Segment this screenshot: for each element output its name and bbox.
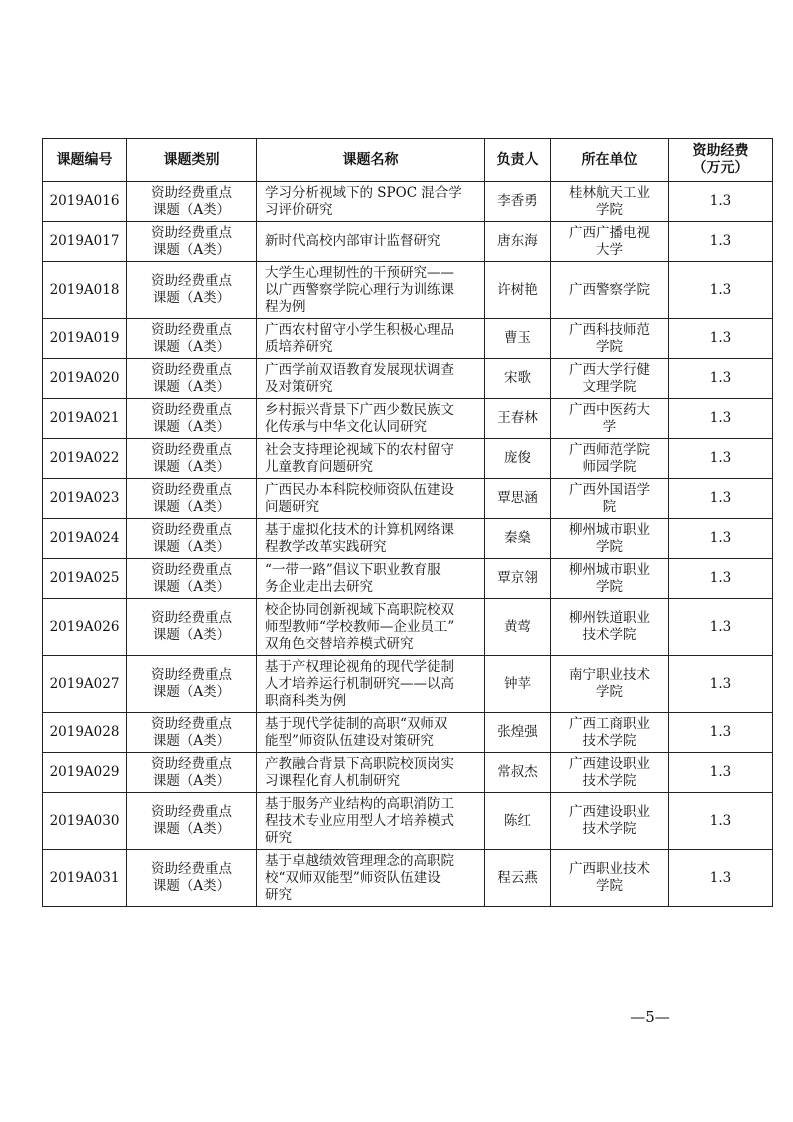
cell-name: 基于服务产业结构的高职消防工 程技术专业应用型人才培养模式 研究 [257, 793, 485, 850]
cell-name: 社会支持理论视域下的农村留守 儿童教育问题研究 [257, 439, 485, 479]
table-row [43, 559, 773, 599]
cell-name: 学习分析视域下的 SPOC 混合学 习评价研究 [257, 182, 485, 222]
header-code: 课题编号 [43, 139, 127, 182]
cell-unit: 广西工商职业 技术学院 [551, 713, 669, 753]
cell-funding: 1.3 [669, 262, 773, 319]
table-row [43, 359, 773, 399]
cell-unit: 南宁职业技术 学院 [551, 656, 669, 713]
cell-category: 资助经费重点 课题（A类） [127, 656, 257, 713]
cell-unit: 广西大学行健 文理学院 [551, 359, 669, 399]
cell-leader: 宋歌 [485, 359, 551, 399]
cell-code: 2019A018 [43, 262, 127, 319]
cell-funding: 1.3 [669, 793, 773, 850]
cell-category: 资助经费重点 课题（A类） [127, 262, 257, 319]
cell-leader: 张煌强 [485, 713, 551, 753]
cell-code: 2019A021 [43, 399, 127, 439]
cell-code: 2019A022 [43, 439, 127, 479]
cell-code: 2019A024 [43, 519, 127, 559]
cell-category: 资助经费重点 课题（A类） [127, 559, 257, 599]
cell-funding: 1.3 [669, 850, 773, 907]
cell-leader: 常叔杰 [485, 753, 551, 793]
table-row [43, 399, 773, 439]
table-row [43, 479, 773, 519]
cell-name: 基于现代学徒制的高职“双师双 能型”师资队伍建设对策研究 [257, 713, 485, 753]
project-table [42, 138, 773, 907]
cell-name: 广西学前双语教育发展现状调查 及对策研究 [257, 359, 485, 399]
cell-code: 2019A026 [43, 599, 127, 656]
cell-name: 校企协同创新视域下高职院校双 师型教师“学校教师—企业员工” 双角色交替培养模式研究 [257, 599, 485, 656]
cell-category: 资助经费重点 课题（A类） [127, 519, 257, 559]
cell-name: “一带一路”倡议下职业教育服 务企业走出去研究 [257, 559, 485, 599]
cell-category: 资助经费重点 课题（A类） [127, 319, 257, 359]
cell-funding: 1.3 [669, 319, 773, 359]
cell-unit: 广西中医药大 学 [551, 399, 669, 439]
cell-category: 资助经费重点 课题（A类） [127, 182, 257, 222]
cell-category: 资助经费重点 课题（A类） [127, 479, 257, 519]
cell-leader: 唐东海 [485, 222, 551, 262]
table-row [43, 262, 773, 319]
table-row [43, 850, 773, 907]
cell-name: 基于卓越绩效管理理念的高职院 校“双师双能型”师资队伍建设 研究 [257, 850, 485, 907]
cell-unit: 广西建设职业 技术学院 [551, 753, 669, 793]
cell-funding: 1.3 [669, 399, 773, 439]
cell-funding: 1.3 [669, 479, 773, 519]
cell-code: 2019A030 [43, 793, 127, 850]
cell-code: 2019A020 [43, 359, 127, 399]
cell-unit: 柳州铁道职业 技术学院 [551, 599, 669, 656]
cell-funding: 1.3 [669, 439, 773, 479]
cell-category: 资助经费重点 课题（A类） [127, 439, 257, 479]
cell-funding: 1.3 [669, 519, 773, 559]
cell-unit: 广西警察学院 [551, 262, 669, 319]
table-row [43, 519, 773, 559]
cell-leader: 王春林 [485, 399, 551, 439]
cell-code: 2019A027 [43, 656, 127, 713]
cell-name: 大学生心理韧性的干预研究—— 以广西警察学院心理行为训练课 程为例 [257, 262, 485, 319]
cell-category: 资助经费重点 课题（A类） [127, 850, 257, 907]
header-name: 课题名称 [257, 139, 485, 182]
table-row [43, 793, 773, 850]
cell-unit: 柳州城市职业 学院 [551, 519, 669, 559]
cell-funding: 1.3 [669, 599, 773, 656]
table-row [43, 319, 773, 359]
cell-funding: 1.3 [669, 559, 773, 599]
cell-code: 2019A023 [43, 479, 127, 519]
cell-leader: 黄莺 [485, 599, 551, 656]
cell-unit: 桂林航天工业 学院 [551, 182, 669, 222]
table-header-row [43, 139, 773, 182]
header-category: 课题类别 [127, 139, 257, 182]
cell-unit: 广西外国语学 院 [551, 479, 669, 519]
cell-unit: 广西师范学院 师园学院 [551, 439, 669, 479]
cell-name: 广西民办本科院校师资队伍建设 问题研究 [257, 479, 485, 519]
cell-leader: 秦燊 [485, 519, 551, 559]
cell-funding: 1.3 [669, 222, 773, 262]
table-row [43, 439, 773, 479]
cell-funding: 1.3 [669, 713, 773, 753]
cell-category: 资助经费重点 课题（A类） [127, 399, 257, 439]
cell-category: 资助经费重点 课题（A类） [127, 359, 257, 399]
cell-leader: 许树艳 [485, 262, 551, 319]
cell-name: 基于虚拟化技术的计算机网络课 程教学改革实践研究 [257, 519, 485, 559]
cell-category: 资助经费重点 课题（A类） [127, 713, 257, 753]
cell-name: 产教融合背景下高职院校顶岗实 习课程化育人机制研究 [257, 753, 485, 793]
cell-leader: 庞俊 [485, 439, 551, 479]
cell-leader: 陈红 [485, 793, 551, 850]
cell-code: 2019A025 [43, 559, 127, 599]
cell-code: 2019A019 [43, 319, 127, 359]
cell-unit: 柳州城市职业 学院 [551, 559, 669, 599]
cell-unit: 广西广播电视 大学 [551, 222, 669, 262]
header-funding: 资助经费 （万元） [669, 139, 773, 182]
cell-leader: 曹玉 [485, 319, 551, 359]
page-number: —5— [630, 1008, 670, 1026]
cell-funding: 1.3 [669, 656, 773, 713]
cell-funding: 1.3 [669, 359, 773, 399]
cell-unit: 广西职业技术 学院 [551, 850, 669, 907]
cell-category: 资助经费重点 课题（A类） [127, 222, 257, 262]
cell-code: 2019A028 [43, 713, 127, 753]
cell-funding: 1.3 [669, 753, 773, 793]
table-row [43, 182, 773, 222]
cell-leader: 覃思涵 [485, 479, 551, 519]
cell-category: 资助经费重点 课题（A类） [127, 793, 257, 850]
table-row [43, 753, 773, 793]
cell-unit: 广西建设职业 技术学院 [551, 793, 669, 850]
table-row [43, 656, 773, 713]
cell-name: 新时代高校内部审计监督研究 [257, 222, 485, 262]
table-row [43, 222, 773, 262]
cell-leader: 李香勇 [485, 182, 551, 222]
cell-category: 资助经费重点 课题（A类） [127, 599, 257, 656]
cell-name: 广西农村留守小学生积极心理品 质培养研究 [257, 319, 485, 359]
cell-leader: 钟苹 [485, 656, 551, 713]
cell-unit: 广西科技师范 学院 [551, 319, 669, 359]
cell-name: 乡村振兴背景下广西少数民族文 化传承与中华文化认同研究 [257, 399, 485, 439]
table-row [43, 599, 773, 656]
cell-funding: 1.3 [669, 182, 773, 222]
cell-leader: 覃京翎 [485, 559, 551, 599]
cell-category: 资助经费重点 课题（A类） [127, 753, 257, 793]
header-unit: 所在单位 [551, 139, 669, 182]
cell-code: 2019A029 [43, 753, 127, 793]
cell-code: 2019A016 [43, 182, 127, 222]
cell-code: 2019A017 [43, 222, 127, 262]
header-leader: 负责人 [485, 139, 551, 182]
cell-code: 2019A031 [43, 850, 127, 907]
cell-name: 基于产权理论视角的现代学徒制 人才培养运行机制研究——以高 职商科类为例 [257, 656, 485, 713]
cell-leader: 程云燕 [485, 850, 551, 907]
table-row [43, 713, 773, 753]
